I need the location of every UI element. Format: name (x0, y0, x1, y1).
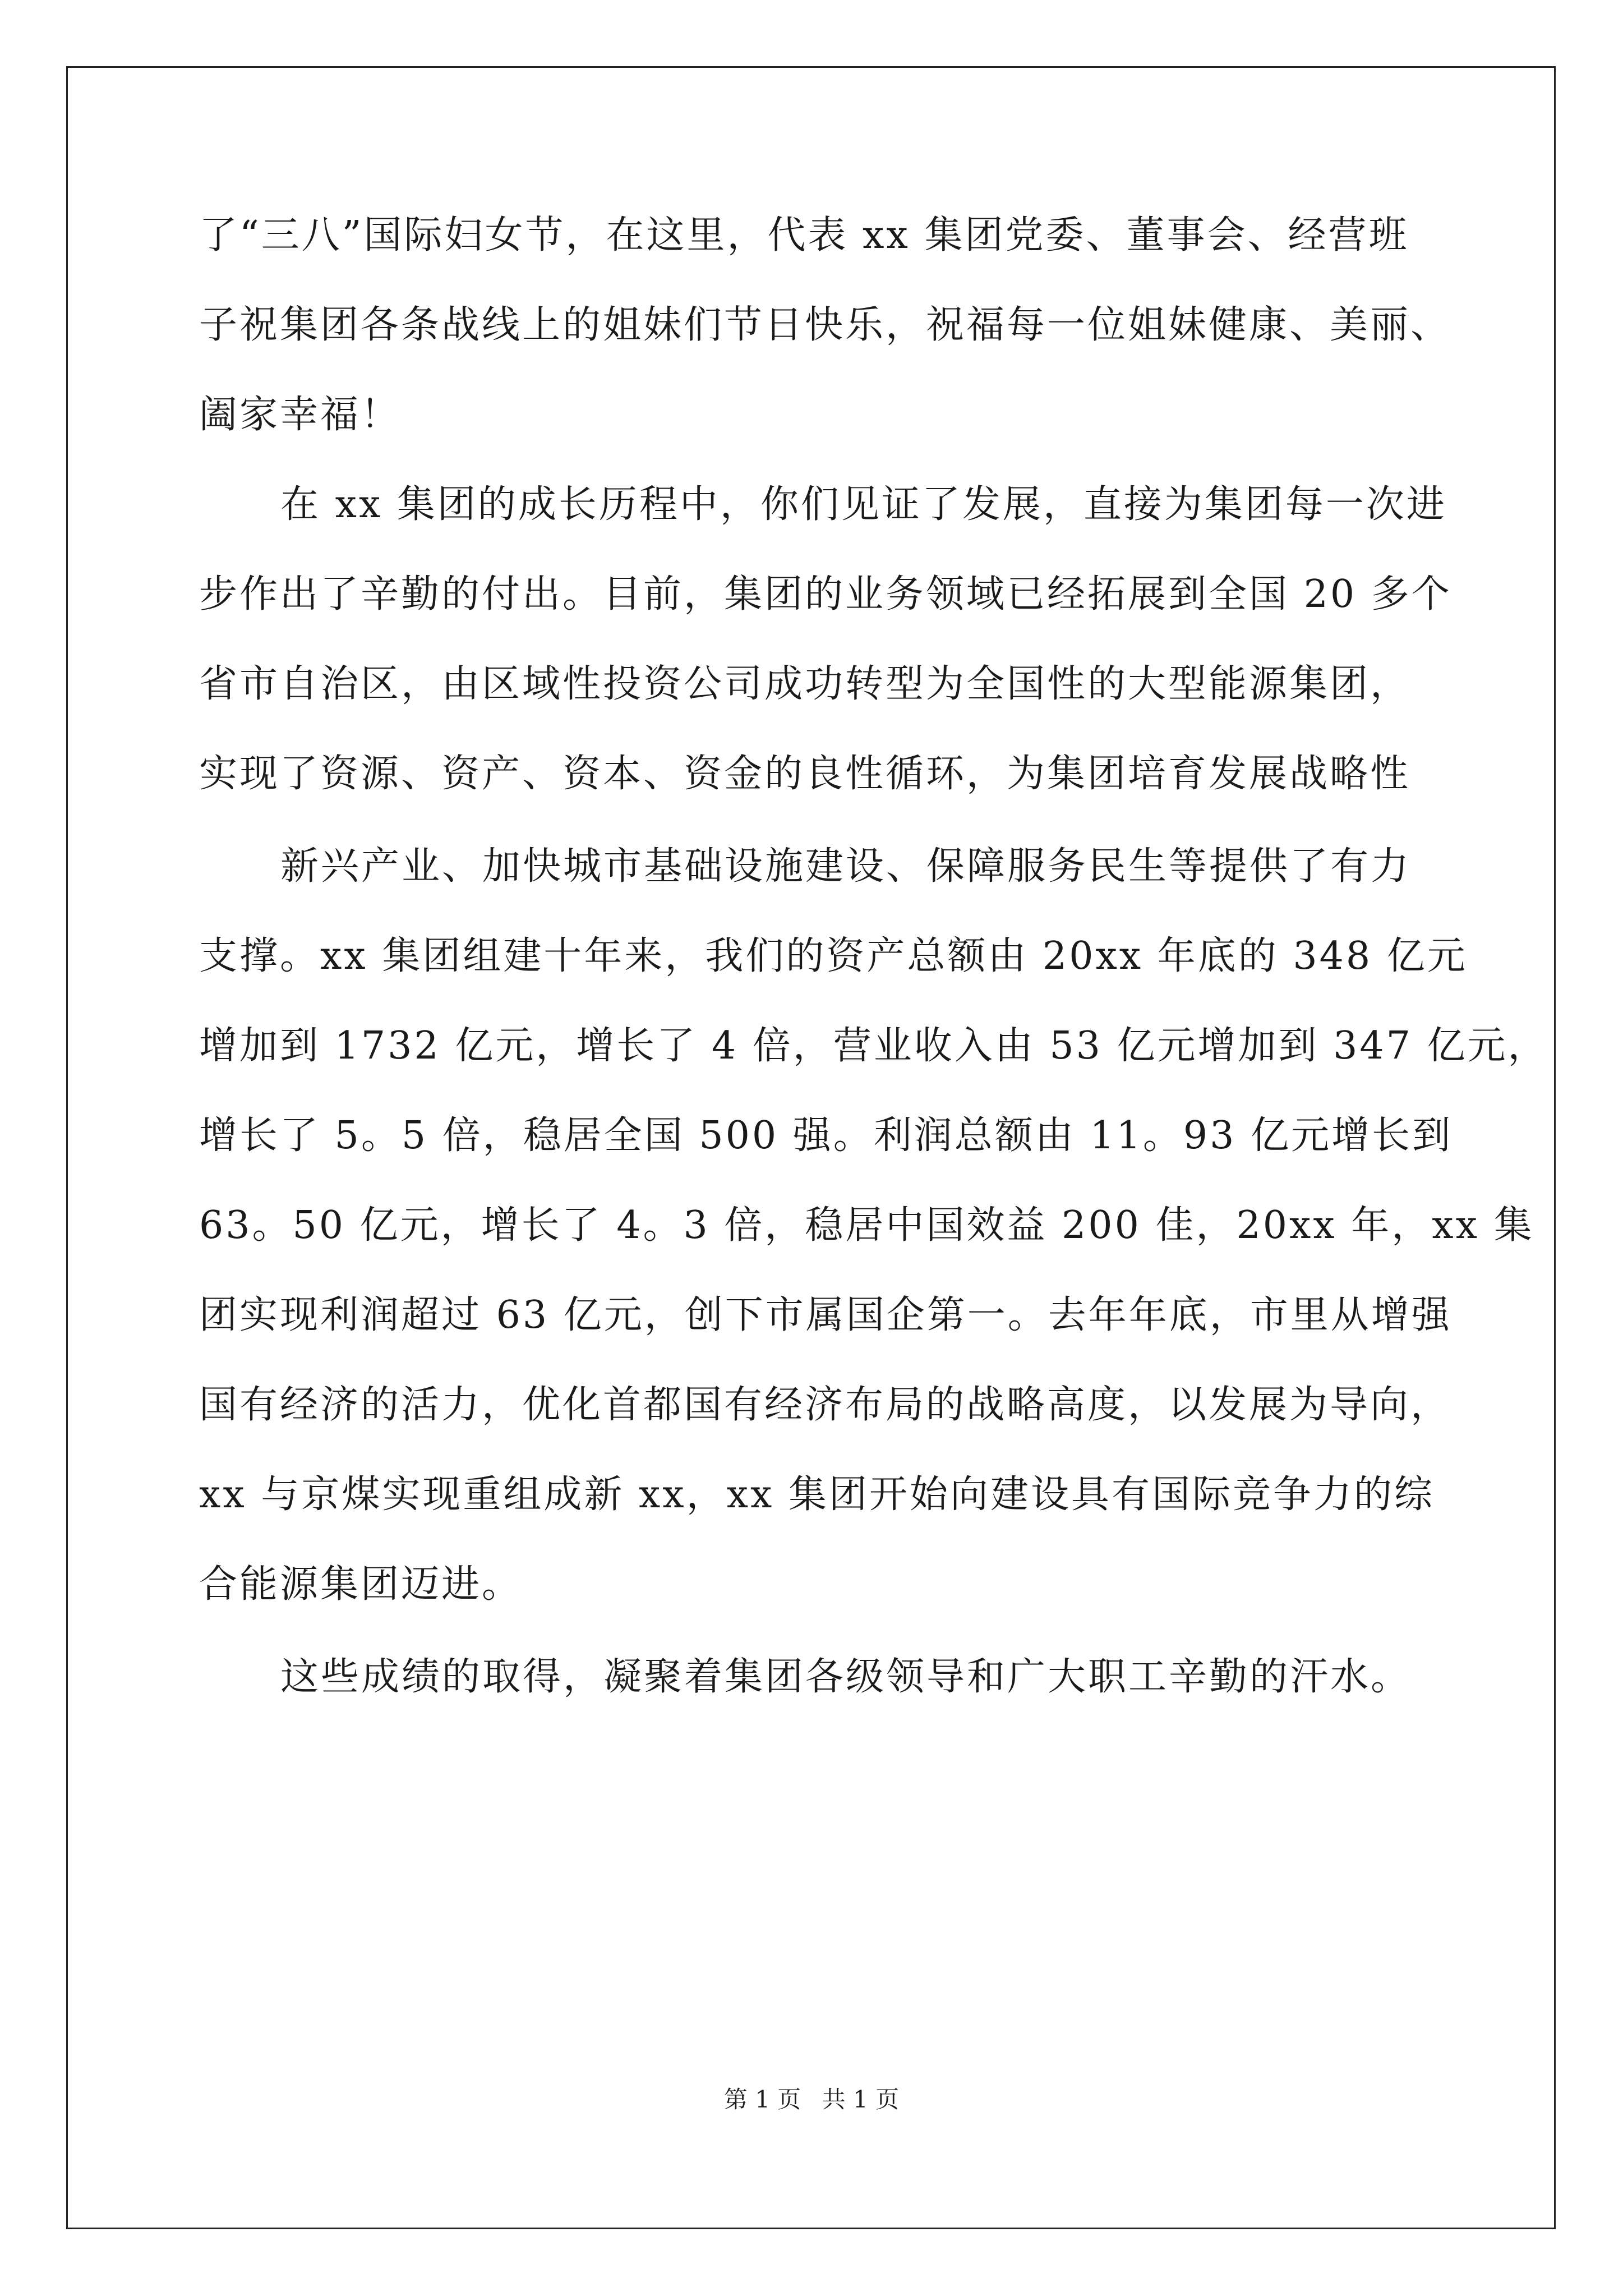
text-line: 63。50 亿元，增长了 4。3 倍，稳居中国效益 200 佳，20xx 年，xx 集 (199, 1203, 1534, 1248)
text-line: 支撑。xx 集团组建十年来，我们的资产总额由 20xx 年底的 348 亿元 (199, 934, 1468, 978)
text-line: 阖家幸福！ (199, 393, 402, 437)
text-line: 了“三八”国际妇女节，在这里，代表 xx 集团党委、董事会、经营班 (199, 213, 1409, 257)
text-line: 省市自治区，由区域性投资公司成功转型为全国性的大型能源集团， (199, 662, 1411, 706)
text-line: 在 xx 集团的成长历程中，你们见证了发展，直接为集团每一次进 (280, 482, 1447, 527)
text-line: 团实现利润超过 63 亿元，创下市属国企第一。去年年底，市里从增强 (199, 1293, 1452, 1337)
text-line: 新兴产业、加快城市基础设施建设、保障服务民生等提供了有力 (280, 844, 1412, 889)
text-line: 这些成绩的取得，凝聚着集团各级领导和广大职工辛勤的汗水。 (280, 1655, 1412, 1699)
text-line: 子祝集团各条战线上的姐妹们节日快乐，祝福每一位姐妹健康、美丽、 (199, 303, 1451, 347)
page-total: 共 1 页 (822, 2086, 900, 2113)
text-line: 合能源集团迈进。 (199, 1562, 523, 1607)
text-line: 步作出了辛勤的付出。目前，集团的业务领域已经拓展到全国 20 多个 (199, 572, 1452, 616)
text-line: 增加到 1732 亿元，增长了 4 倍，营业收入由 53 亿元增加到 347 亿元， (199, 1024, 1548, 1068)
text-line: 实现了资源、资产、资本、资金的良性循环，为集团培育发展战略性 (199, 752, 1411, 796)
text-line: 增长了 5。5 倍，稳居全国 500 强。利润总额由 11。93 亿元增长到 (199, 1114, 1453, 1158)
page-number: 第 1 页 (723, 2086, 801, 2113)
text-line: xx 与京煤实现重组成新 xx，xx 集团开始向建设具有国际竞争力的综 (199, 1473, 1435, 1517)
page-footer (0, 2086, 1623, 2114)
text-line: 国有经济的活力，优化首都国有经济布局的战略高度，以发展为导向， (199, 1383, 1451, 1427)
